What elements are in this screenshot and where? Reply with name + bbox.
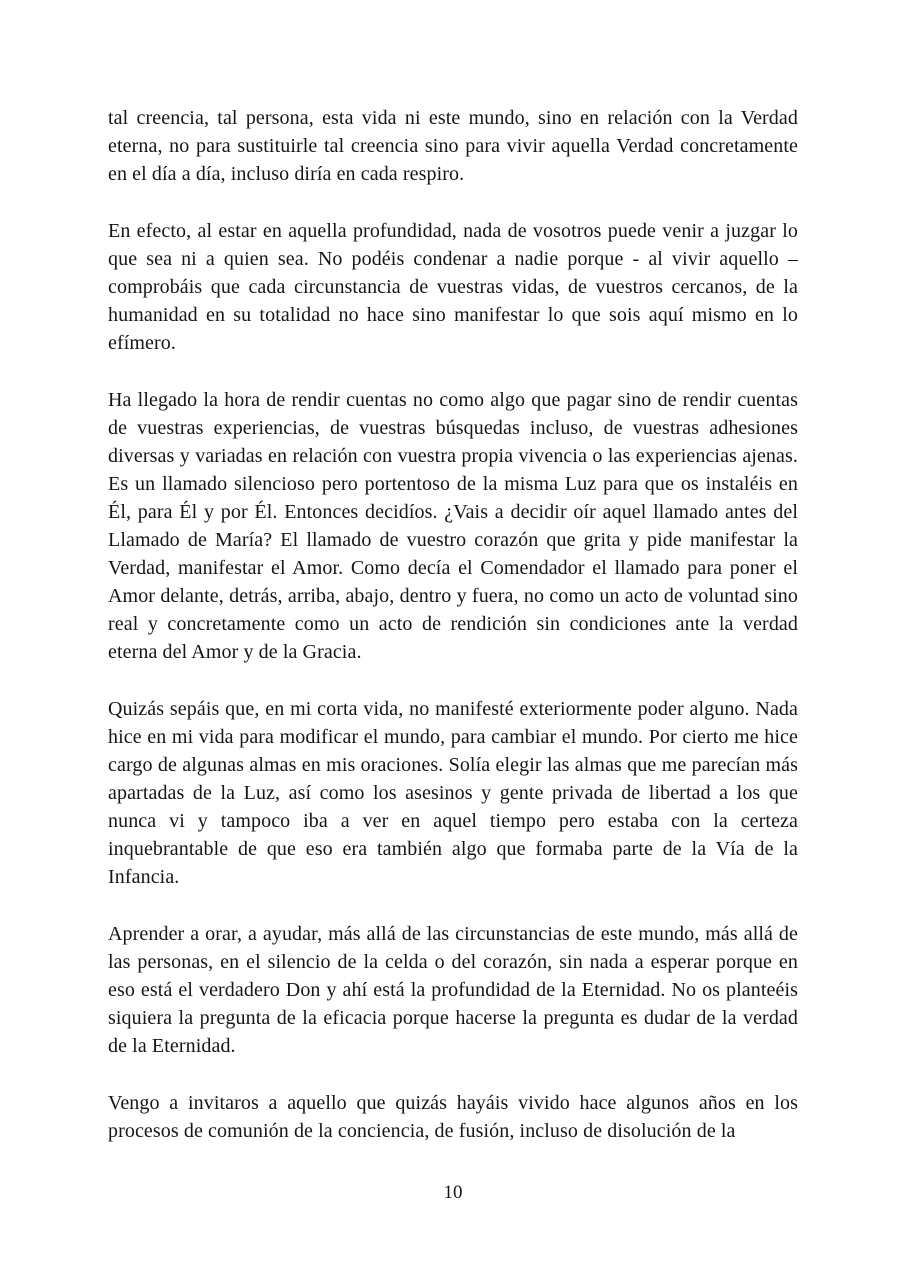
text-block — [108, 104, 798, 1174]
paragraph: Vengo a invitaros a aquello que quizás hayáis vivido hace algunos años en los procesos de comunión de la conciencia, de fusión, incluso de disolución de la — [108, 1092, 798, 1142]
page-number: 10 — [443, 1182, 463, 1203]
paragraph: Quizás sepáis que, en mi corta vida, no manifesté exteriormente poder alguno. Nada hice en mi vida para modificar el mundo, para cambiar el mundo. Por cierto me hice cargo de algunas almas en mis oraciones. Solía elegir las almas que me parecían más apartadas de la Luz, así como los asesinos y gente privada de libertad a los que nunca vi y tampoco iba a ver en aquel tiempo pero estaba con la certeza inquebrantable de que eso era también algo que formaba parte de la Vía de la Infancia. — [108, 698, 798, 888]
paragraph: tal creencia, tal persona, esta vida ni este mundo, sino en relación con la Verdad eterna, no para sustituirle tal creencia sino para vivir aquella Verdad concretamente en el día a día, incluso diría en cada respiro. — [108, 107, 798, 185]
paragraph: En efecto, al estar en aquella profundidad, nada de vosotros puede venir a juzgar lo que sea ni a quien sea. No podéis condenar a nadie porque - al vivir aquello – comprobáis que cada circunstancia de vuestras vidas, de vuestros cercanos, de la humanidad en su totalidad no hace sino manifestar lo que sois aquí mismo en lo efímero. — [108, 220, 798, 354]
paragraph: Aprender a orar, a ayudar, más allá de las circunstancias de este mundo, más allá de las personas, en el silencio de la celda o del corazón, sin nada a esperar porque en eso está el verdadero Don y ahí está la profundidad de la Eternidad. No os planteéis siquiera la pregunta de la eficacia porque hacerse la pregunta es dudar de la verdad de la Eternidad. — [108, 923, 798, 1057]
paragraph: Ha llegado la hora de rendir cuentas no como algo que pagar sino de rendir cuentas de vuestras experiencias, de vuestras búsquedas incluso, de vuestras adhesiones diversas y variadas en relación con vuestra propia vivencia o las experiencias ajenas. Es un llamado silencioso pero portentoso de la misma Luz para que os instaléis en Él, para Él y por Él. Entonces decidíos. ¿Vais a decidir oír aquel llamado antes del Llamado de María? El llamado de vuestro corazón que grita y pide manifestar la Verdad, manifestar el Amor. Como decía el Comendador el llamado para poner el Amor delante, detrás, arriba, abajo, dentro y fuera, no como un acto de voluntad sino real y concretamente como un acto de rendición sin condiciones ante la verdad eterna del Amor y de la Gracia. — [108, 389, 798, 663]
